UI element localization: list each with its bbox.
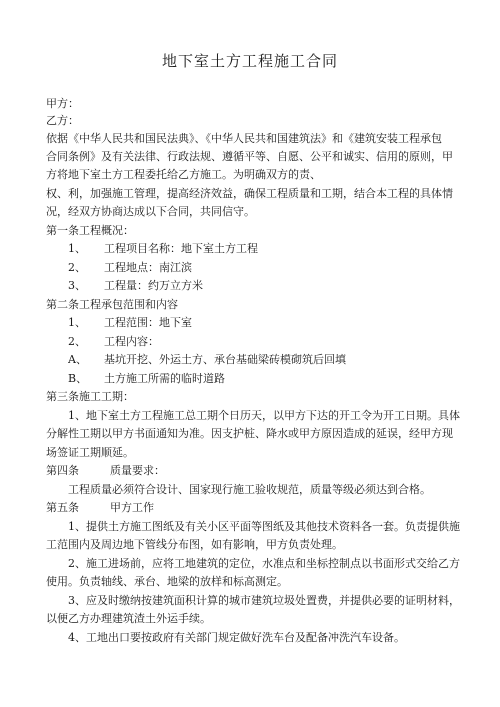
party-a-line: 甲方： bbox=[46, 97, 79, 110]
section-title: 甲方工作 bbox=[110, 501, 154, 514]
item-number: 3、 bbox=[68, 279, 86, 292]
item-text: 基坑开挖、外运土方、承台基础梁砖模砌筑后回填 bbox=[104, 353, 346, 366]
item-text: 工程地点：南江滨 bbox=[104, 261, 192, 274]
paragraph-line: 工范围内及周边地下管线分布图，如有影响，甲方负责处理。 bbox=[46, 538, 343, 551]
item-text: 土方施工所需的临时道路 bbox=[104, 372, 225, 385]
paragraph-line: 1、地下室土方工程施工总工期个日历天，以甲方下达的开工令为开工日期。具体 bbox=[68, 409, 460, 422]
section-label: 第四条 bbox=[46, 464, 79, 477]
party-b-line: 乙方： bbox=[46, 114, 79, 127]
item-number: 1、 bbox=[68, 242, 86, 255]
item-number: 2、 bbox=[68, 335, 86, 348]
preamble-line: 况，经双方协商达成以下合同，共同信守。 bbox=[46, 205, 255, 218]
section-heading: 第一条工程概况： bbox=[46, 224, 134, 237]
list-item bbox=[68, 279, 488, 293]
item-text: 工程内容： bbox=[104, 335, 159, 348]
item-number: A、 bbox=[68, 353, 87, 366]
paragraph-line: 1、提供土方施工图纸及有关小区平面等图纸及其他技术资料各一套。负责提供施 bbox=[68, 520, 460, 533]
item-text: 工程量：约万立方米 bbox=[104, 279, 203, 292]
list-item bbox=[68, 242, 488, 256]
preamble-line: 方将地下室土方工程委托给乙方施工。为明确双方的责、 bbox=[46, 168, 321, 181]
paragraph-line: 2、施工进场前，应将工地建筑的定位，水准点和坐标控制点以书面形式交给乙方 bbox=[68, 557, 460, 570]
item-number: B、 bbox=[68, 372, 88, 385]
list-item bbox=[68, 353, 488, 367]
item-text: 工程项目名称：地下室土方工程 bbox=[104, 242, 258, 255]
list-item bbox=[68, 372, 488, 386]
preamble-line: 合同条例》及有关法律、行政法规、遵循平等、自愿、公平和诚实、信用的原则，甲 bbox=[46, 150, 453, 163]
list-item bbox=[68, 261, 488, 275]
paragraph-line: 3、应及时缴纳按建筑面积计算的城市建筑垃圾处置费，并提供必要的证明材料， bbox=[68, 594, 460, 607]
paragraph-line: 工程质量必须符合设计、国家现行施工验收规范，质量等级必须达到合格。 bbox=[68, 483, 431, 496]
section-heading bbox=[46, 501, 466, 515]
list-item bbox=[68, 335, 488, 349]
paragraph-line: 以便乙方办理建筑渣土外运手续。 bbox=[46, 612, 211, 625]
item-number: 2、 bbox=[68, 261, 86, 274]
preamble-line: 依据《中华人民共和国民法典》、《中华人民共和国建筑法》和《建筑安装工程承包 bbox=[46, 132, 442, 145]
item-text: 工程范围：地下室 bbox=[104, 316, 192, 329]
item-number: 1、 bbox=[68, 316, 86, 329]
section-heading: 第三条施工工期： bbox=[46, 390, 134, 403]
section-title: 质量要求： bbox=[110, 464, 165, 477]
section-label: 第五条 bbox=[46, 501, 79, 514]
paragraph-line: 4、工地出口要按政府有关部门规定做好洗车台及配备冲洗汽车设备。 bbox=[68, 631, 405, 644]
section-heading: 第二条工程承包范围和内容 bbox=[46, 298, 178, 311]
section-heading bbox=[46, 464, 466, 478]
list-item bbox=[68, 316, 488, 330]
document-title: 地下室土方工程施工合同 bbox=[161, 52, 338, 70]
paragraph-line: 使用。负责轴线、承台、地梁的放样和标高测定。 bbox=[46, 575, 288, 588]
paragraph-line: 分解性工期以甲方书面通知为准。因支护桩、降水或甲方原因造成的延误，经甲方现 bbox=[46, 427, 453, 440]
preamble-line: 权、利，加强施工管理，提高经济效益，确保工程质量和工期，结合本工程的具体情 bbox=[46, 187, 453, 200]
paragraph-line: 场签证工期顺延。 bbox=[46, 446, 134, 459]
